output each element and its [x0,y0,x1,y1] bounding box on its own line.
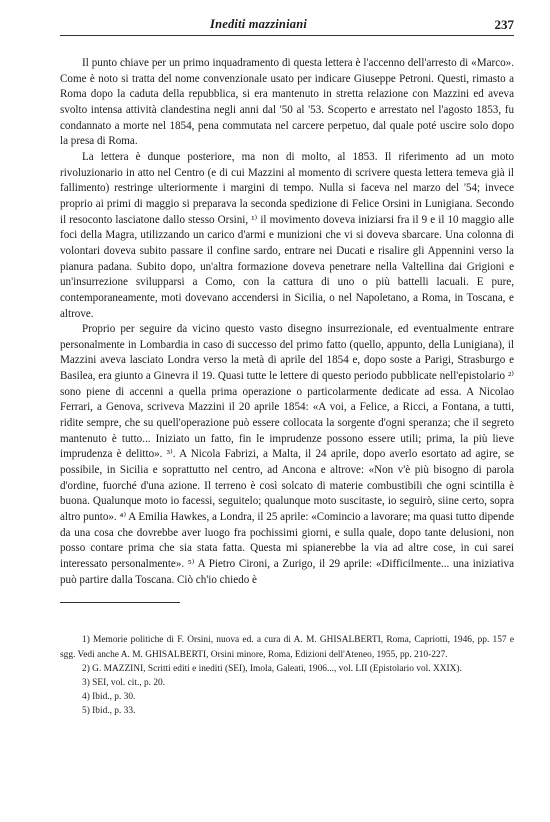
footnote: 1) Memorie politiche di F. Orsini, nuova ed. a cura di A. M. GHISALBERTI, Roma, Capriotti, 1946, pp. 157 e sgg. Vedi anche A. M. GHISALBERTI, Orsini minore, Roma, Edizioni dell'Ateneo, 1955, pp. 210-227. [60,635,514,660]
body-text [60,56,514,588]
page-number: 237 [494,17,514,32]
footnotes [60,633,514,718]
footnote: 2) G. MAZZINI, Scritti editi e inediti (SEI), Imola, Galeati, 1906..., vol. LII (Epistolario vol. XXIX). [82,663,462,674]
footnote: 3) SEI, vol. cit., p. 20. [82,677,166,688]
running-title: Inediti mazziniani [210,17,308,31]
paragraph: Proprio per seguire da vicino questo vasto disegno insurrezionale, ed eventualmente entrare personalmente in Lombardia in caso di successo del primo fatto (quello, appunto, della Lunigiana), il Mazzini aveva lasciato Londra verso la metà di aprile del 1854 e, dopo soste a Parigi, Strasburgo e Basilea, era giunto a Ginevra il 19. Quasi tutte le lettere di questo periodo pubblicate nell'epistolario ²⁾ sono piene di accenni a quella prima operazione o particolarmente dedicate ad essa. A Nicolao Ferrari, a Genova, scriveva Mazzini il 20 aprile 1854: «A voi, a Felice, a Ricci, a Fontana, a tutti, ridite sempre, che su quell'operazione può essere collocata la sorgente d'ogni speranza; che il segreto mantenuto è tutto... Iniziato un fatto, fin le imprudenze possono essere utili; prima, la più lieve imprudenza è delitto». ³⁾. A Nicola Fabrizi, a Malta, il 24 aprile, dopo averlo esortato ad agire, se possibile, in Sicilia e soprattutto nel centro, ad Ancona e altrove: «Non v'è più bisogno di parola d'ordine, fuorché d'una azione. Il terreno è così solcato di materie combustibili che ogni scintilla è buona. Qualunque moto io facessi, seguitelo; qualunque moto suscitaste, io seguirò, siine certo, sopra altro punto». ⁴⁾ A Emilia Hawkes, a Londra, il 25 aprile: «Comincio a lavorare; ma quasi tutto dipende da una cosa che dovrebbe aver luogo fra pochissimi giorni, e sulla quale, dopo tante delusioni, non posso contare prima che sia stata fatta. Questa mi spianerebbe la via ad altre cose, in cui sarei interessato personalmente». ⁵⁾ A Pietro Cironi, a Zurigo, il 29 aprile: «Difficilmente... una iniziativa può partire dalla Toscana. Ciò ch'io chiedo è [60,323,514,586]
page-header [60,17,514,36]
footnote-divider [60,602,180,603]
footnote: 5) Ibid., p. 33. [82,706,136,717]
paragraph: Il punto chiave per un primo inquadramento di questa lettera è l'accenno dell'arresto di «Marco». Come è noto si tratta del nome convenzionale usato per indicare Giuseppe Petroni. Questi, rimasto a Roma dopo la caduta della repubblica, si era mantenuto in stretta relazione con Mazzini ed aveva svolto intensa attività clandestina negli anni dal '50 al '53. Scoperto e arrestato nel l'agosto 1853, fu condannato a morte nel 1854, pena commutata nel carcere perpetuo, dal quale poté uscire solo dopo la presa di Roma. [60,57,514,148]
page [60,17,514,719]
paragraph: La lettera è dunque posteriore, ma non di molto, al 1853. Il riferimento ad un moto rivoluzionario in atto nel Centro (e di cui Mazzini al momento di scrivere questa lettera temeva già il fallimento) restringe ulteriormente i margini di tempo. Nulla si faceva nel marzo del '54; invece proprio ai primi di maggio si preparava la seconda spedizione di Felice Orsini in Lunigiana. Secondo il resoconto lasciatone dallo stesso Orsini, ¹⁾ il movimento doveva iniziarsi fra il 9 e il 10 maggio alle foci della Magra, utilizzando un carico d'armi e munizioni che vi si doveva sbarcare. Una colonna di volontari doveva subito passare il confine sardo, entrare nei Ducati e risalire gli Appennini verso la pianura padana. Subito dopo, un'altra formazione doveva penetrare nella Valtellina dai Grigioni e un'insurrezione svilupparsi a Como, con la cattura di uno o più battelli lacuali. E pure, contemporaneamente, moti dovevano accendersi in Sicilia, o nel Napoletano, a Roma, in Toscana, e altrove. [60,150,514,320]
footnote: 4) Ibid., p. 30. [82,692,136,703]
